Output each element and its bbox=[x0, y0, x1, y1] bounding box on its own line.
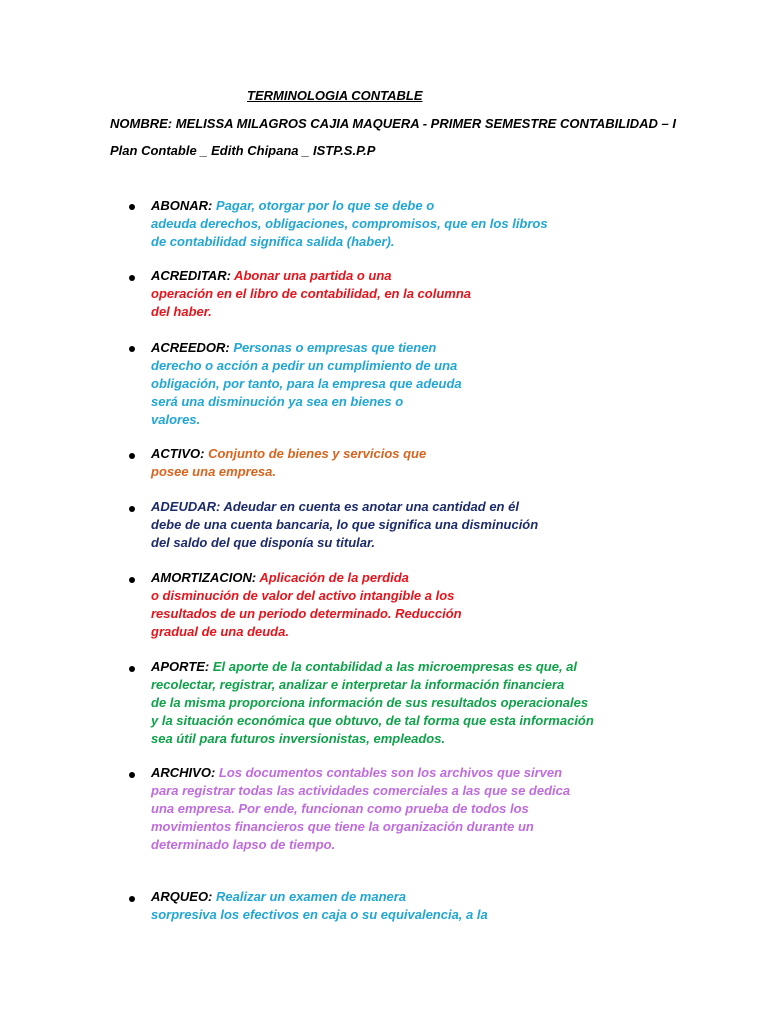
bullet-icon bbox=[129, 506, 135, 512]
definition-line: de la misma proporciona información de sus resultados operacionales bbox=[151, 695, 589, 710]
definition-line: sorpresiva los efectivos en caja o su equivalencia, a la bbox=[151, 907, 488, 922]
term-label: APORTE: bbox=[151, 659, 210, 674]
definition-line: Abonar una partida o una bbox=[230, 268, 392, 283]
definition-line: del haber. bbox=[151, 304, 212, 319]
bullet-icon bbox=[129, 896, 135, 902]
definition-line: o disminución de valor del activo intangible a los bbox=[151, 588, 455, 603]
term-entry-arqueo bbox=[151, 888, 751, 924]
definition-line: Realizar un examen de manera bbox=[212, 889, 407, 904]
term-label: ARCHIVO: bbox=[151, 765, 216, 780]
bullet-icon bbox=[129, 772, 135, 778]
definition-line: de contabilidad significa salida (haber). bbox=[151, 234, 395, 249]
name-line: NOMBRE: MELISSA MILAGROS CAJIA MAQUERA - PRIMER SEMESTRE CONTABILIDAD – I bbox=[110, 116, 676, 131]
term-entry-acreedor bbox=[151, 339, 751, 429]
term-label: ACREEDOR: bbox=[151, 340, 230, 355]
definition-line: Personas o empresas que tienen bbox=[229, 340, 437, 355]
bullet-icon bbox=[129, 453, 135, 459]
definition-line: sea útil para futuros inversionistas, empleados. bbox=[151, 731, 446, 746]
definition-line: del saldo del que disponía su titular. bbox=[151, 535, 375, 550]
definition-line: obligación, por tanto, para la empresa que adeuda bbox=[151, 376, 462, 391]
bullet-icon bbox=[129, 577, 135, 583]
definition-line: Los documentos contables son los archivos que sirven bbox=[215, 765, 563, 780]
definition-line: Aplicación de la perdida bbox=[256, 570, 409, 585]
definition-line: valores. bbox=[151, 412, 201, 427]
term-entry-acreditar bbox=[151, 267, 751, 321]
term-entry-abonar bbox=[151, 197, 751, 251]
definition-line: Adeudar en cuenta es anotar una cantidad en él bbox=[220, 499, 519, 514]
definition-line: una empresa. Por ende, funcionan como prueba de todos los bbox=[151, 801, 529, 816]
term-label: ABONAR: bbox=[151, 198, 213, 213]
plan-line: Plan Contable _ Edith Chipana _ ISTP.S.P.P bbox=[110, 143, 376, 158]
bullet-icon bbox=[129, 346, 135, 352]
definition-line: será una disminución ya sea en bienes o bbox=[151, 394, 404, 409]
term-entry-amortizacion bbox=[151, 569, 751, 641]
term-label: ADEUDAR: bbox=[151, 499, 221, 514]
definition-line: y la situación económica que obtuvo, de tal forma que esta información bbox=[151, 713, 594, 728]
term-entry-aporte bbox=[151, 658, 751, 748]
definition-line: Pagar, otorgar por lo que se debe o bbox=[212, 198, 435, 213]
definition-line: gradual de una deuda. bbox=[151, 624, 289, 639]
definition-line: El aporte de la contabilidad a las microempresas es que, al bbox=[209, 659, 578, 674]
definition-line: recolectar, registrar, analizar e interpretar la información financiera bbox=[151, 677, 565, 692]
definition-line: debe de una cuenta bancaria, lo que significa una disminución bbox=[151, 517, 539, 532]
bullet-icon bbox=[129, 275, 135, 281]
definition-line: resultados de un periodo determinado. Reducción bbox=[151, 606, 462, 621]
definition-line: derecho o acción a pedir un cumplimiento de una bbox=[151, 358, 458, 373]
term-label: AMORTIZACION: bbox=[151, 570, 257, 585]
term-entry-adeudar bbox=[151, 498, 751, 552]
term-label: ARQUEO: bbox=[151, 889, 213, 904]
bullet-icon bbox=[129, 666, 135, 672]
definition-line: operación en el libro de contabilidad, en la columna bbox=[151, 286, 472, 301]
definition-line: para registrar todas las actividades comerciales a las que se dedica bbox=[151, 783, 571, 798]
bullet-icon bbox=[129, 204, 135, 210]
definition-line: Conjunto de bienes y servicios que bbox=[204, 446, 427, 461]
definition-line: determinado lapso de tiempo. bbox=[151, 837, 336, 852]
term-label: ACREDITAR: bbox=[151, 268, 231, 283]
definition-line: posee una empresa. bbox=[151, 464, 276, 479]
term-entry-archivo bbox=[151, 764, 751, 854]
term-entry-activo bbox=[151, 445, 751, 481]
definition-line: movimientos financieros que tiene la organización durante un bbox=[151, 819, 534, 834]
definition-line: adeuda derechos, obligaciones, compromisos, que en los libros bbox=[151, 216, 548, 231]
document-title: TERMINOLOGIA CONTABLE bbox=[247, 88, 423, 103]
term-label: ACTIVO: bbox=[151, 446, 205, 461]
